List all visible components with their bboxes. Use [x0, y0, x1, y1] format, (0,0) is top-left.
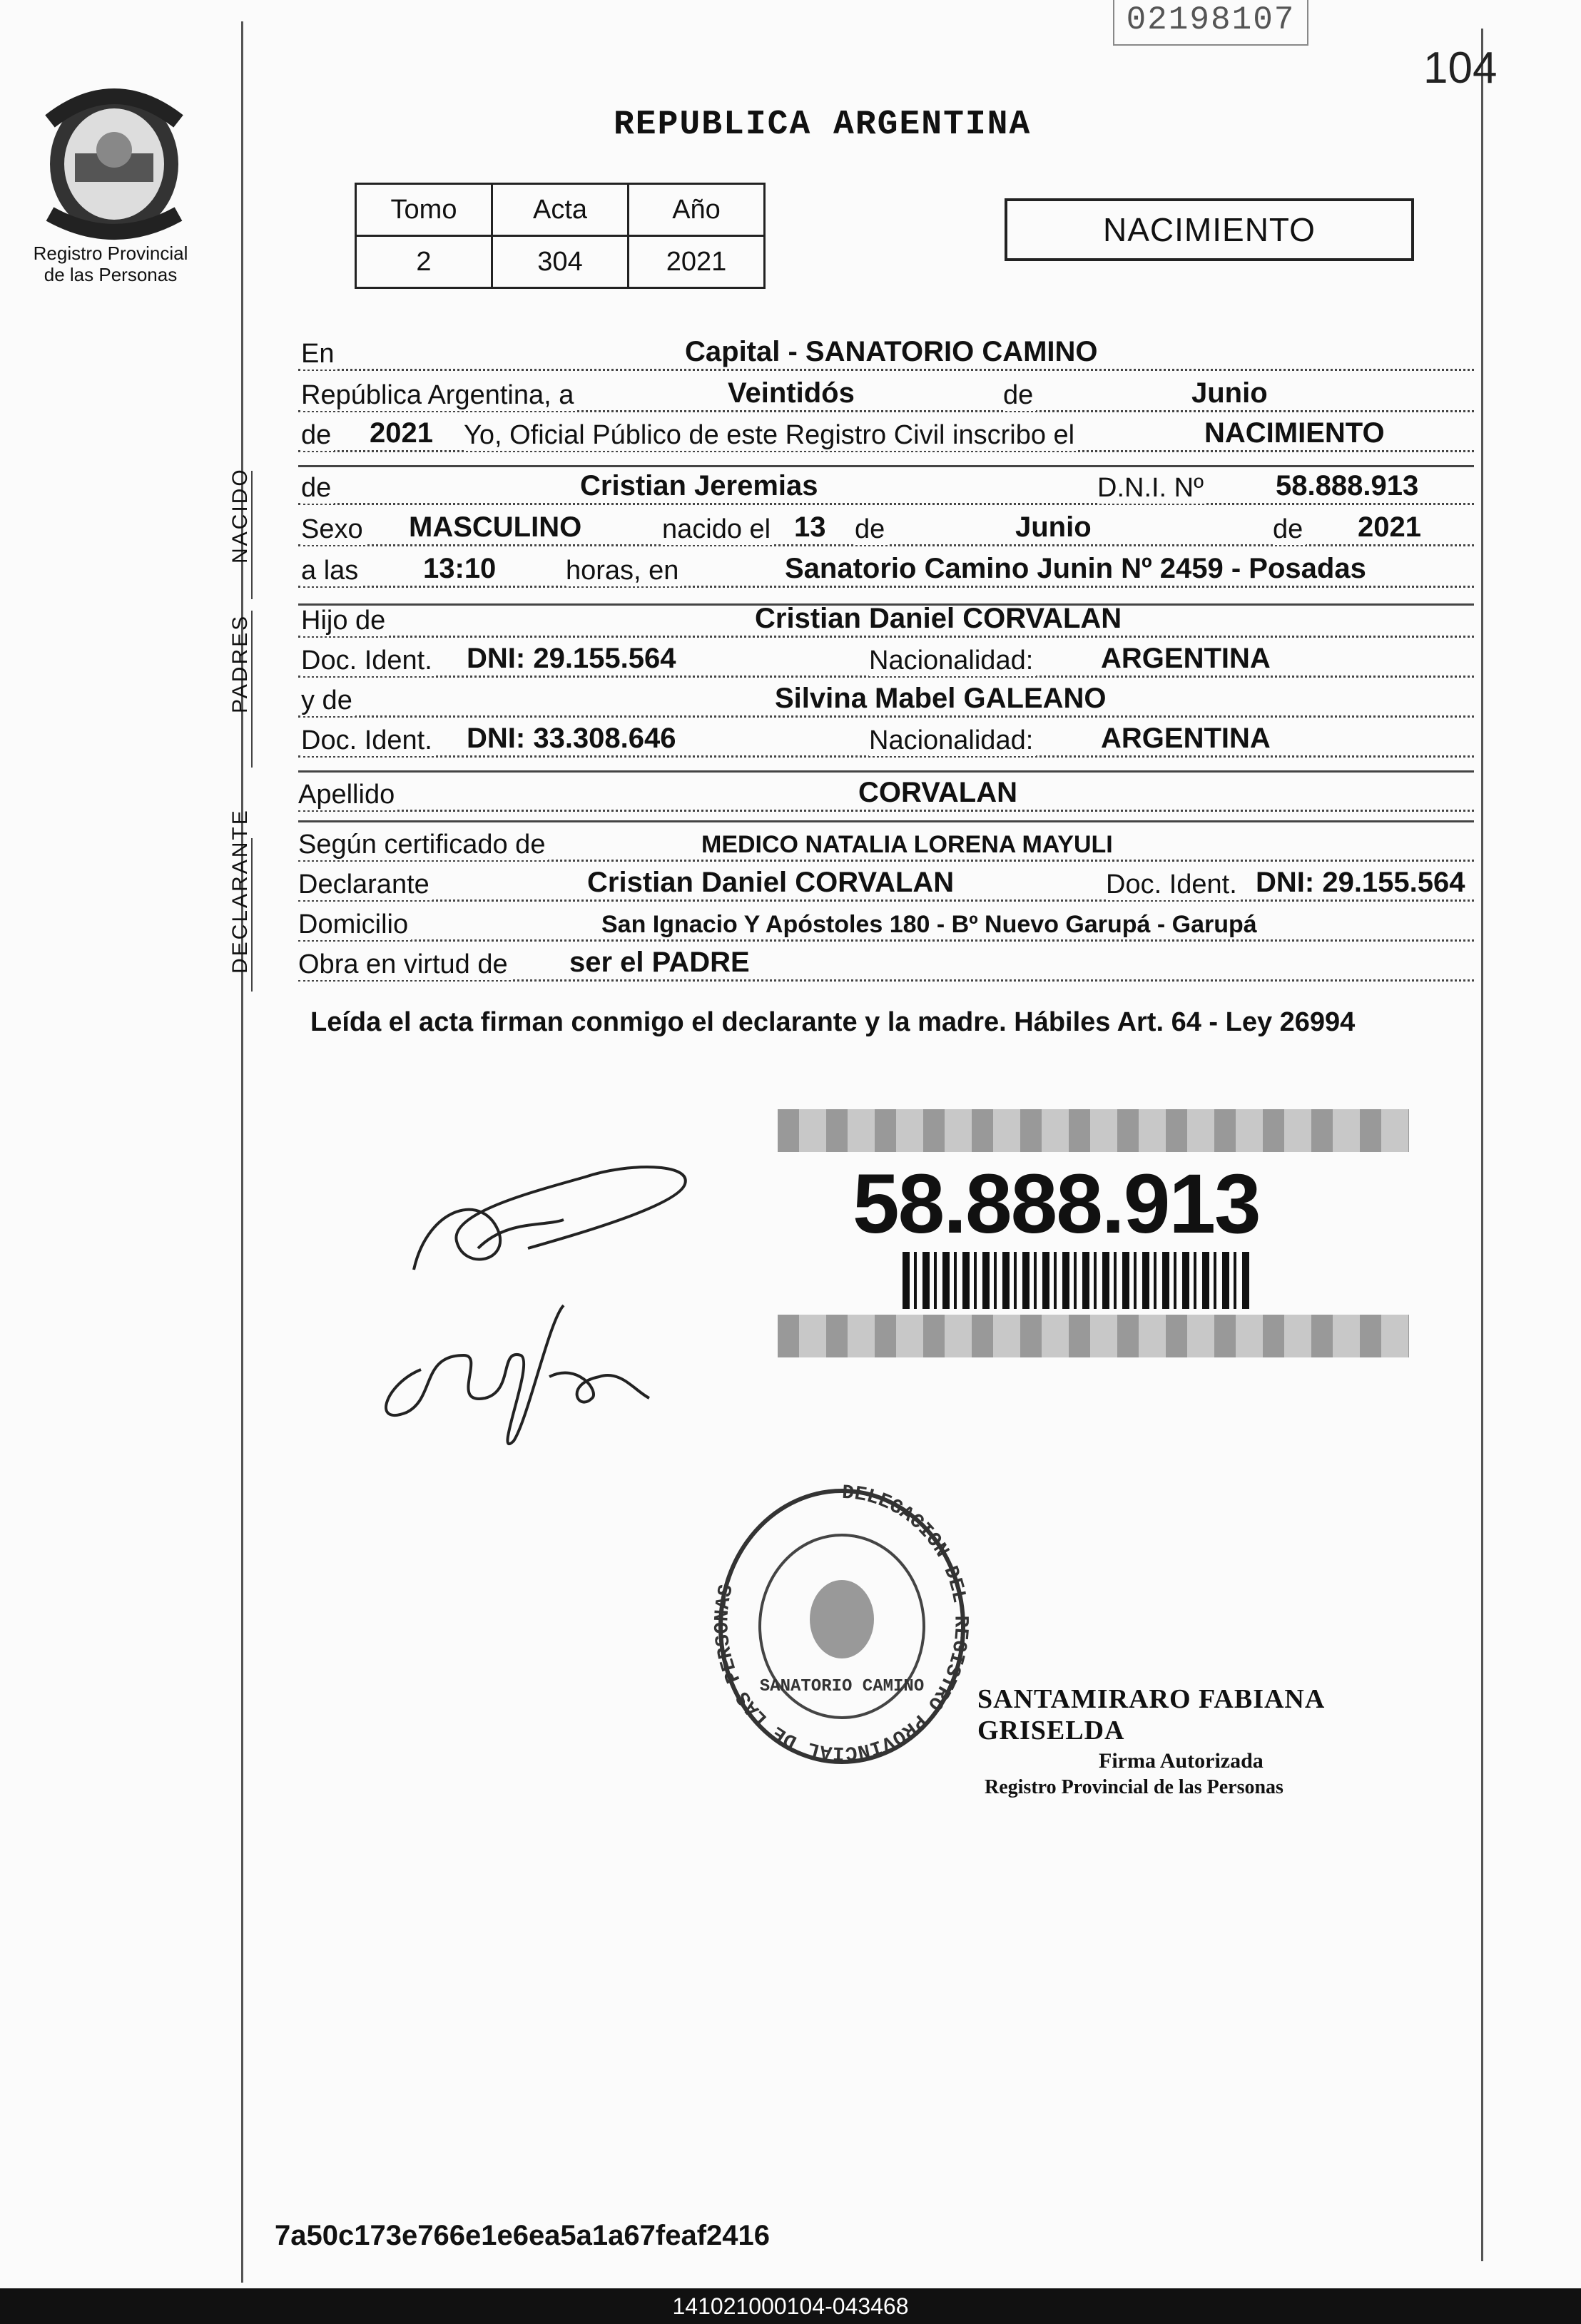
- header-anio: Año: [629, 184, 765, 236]
- footer-id: 141021000104-043468: [0, 2288, 1581, 2324]
- section-label-padres: PADRES: [228, 613, 252, 713]
- separator: [298, 465, 1474, 467]
- section-label-nacido: NACIDO: [228, 467, 252, 564]
- row-sexo: Sexo MASCULINO nacido el 13 de Junio de 2021: [298, 512, 1474, 551]
- mother-name: Silvina Mabel GALEANO: [775, 683, 1107, 714]
- year-value: 2021: [370, 417, 433, 449]
- place-value: Capital - SANATORIO CAMINO: [685, 336, 1098, 367]
- act-type-box: NACIMIENTO: [1005, 198, 1414, 261]
- mother-signature: [364, 1277, 671, 1455]
- dni-barcode: [903, 1252, 1252, 1309]
- separator: [298, 820, 1474, 822]
- value-acta: 304: [492, 236, 629, 288]
- separator: [298, 770, 1474, 773]
- value-tomo: 2: [356, 236, 492, 288]
- dni-label-number: 58.888.913: [853, 1157, 1260, 1251]
- authorized-name: SANTAMIRARO FABIANA GRISELDA: [977, 1684, 1324, 1745]
- svg-text:DELEGACION DEL REGISTRO PROVIN: DELEGACION DEL REGISTRO PROVINCIAL DE LAS PERSONAS: [711, 1482, 972, 1764]
- page-title: REPUBLICA ARGENTINA: [614, 106, 1032, 144]
- serial-number: 02198107: [1113, 0, 1308, 46]
- row-padre-doc: Doc. Ident. DNI: 29.155.564 Nacionalidad: ARGENTINA: [298, 643, 1474, 682]
- row-fecha: República Argentina, a Veintidós de Junio: [298, 378, 1474, 417]
- father-nationality: ARGENTINA: [1101, 643, 1271, 674]
- header-acta: Acta: [492, 184, 629, 236]
- birth-month: Junio: [1015, 511, 1092, 543]
- row-padre: Hijo de Cristian Daniel CORVALAN: [298, 603, 1474, 642]
- document-hash: 7a50c173e766e1e6ea5a1a67feaf2416: [275, 2220, 771, 2251]
- capacity-value: ser el PADRE: [569, 947, 750, 978]
- row-domicilio: Domicilio San Ignacio Y Apóstoles 180 - Bº Nuevo Garupá - Garupá: [298, 907, 1474, 946]
- father-doc: DNI: 29.155.564: [467, 643, 676, 674]
- day-value: Veintidós: [728, 377, 855, 409]
- section-label-declarante: DECLARANTE: [228, 808, 252, 974]
- row-apellido: Apellido CORVALAN: [298, 778, 1474, 816]
- row-inscribo: de 2021 Yo, Oficial Público de este Registro Civil inscribo el NACIMIENTO: [298, 418, 1474, 457]
- dni-label-band-bottom: [778, 1315, 1409, 1357]
- birth-day: 13: [794, 511, 826, 543]
- row-declarante: Declarante Cristian Daniel CORVALAN Doc. Ident. DNI: 29.155.564: [298, 867, 1474, 906]
- address-value: San Ignacio Y Apóstoles 180 - Bº Nuevo Garupá - Garupá: [601, 911, 1257, 938]
- dni-label-band-top: [778, 1109, 1409, 1152]
- inscribed-type: NACIMIENTO: [1204, 417, 1385, 449]
- birth-year: 2021: [1358, 511, 1421, 543]
- month-value: Junio: [1191, 377, 1268, 409]
- authorized-office: Registro Provincial de las Personas: [985, 1776, 1283, 1798]
- province-seal-logo: [36, 71, 193, 243]
- row-madre: y de Silvina Mabel GALEANO: [298, 683, 1474, 722]
- row-certificado: Según certificado de MEDICO NATALIA LORENA MAYULI: [298, 827, 1474, 866]
- birth-time: 13:10: [423, 553, 497, 584]
- row-en: En Capital - SANATORIO CAMINO: [298, 337, 1474, 375]
- registry-table: [355, 183, 766, 289]
- value-anio: 2021: [629, 236, 765, 288]
- declarant-doc: DNI: 29.155.564: [1256, 867, 1465, 898]
- authorized-role: Firma Autorizada: [1099, 1749, 1264, 1773]
- child-dni: 58.888.913: [1276, 470, 1419, 501]
- right-margin-line: [1481, 29, 1483, 2261]
- row-obra: Obra en virtud de ser el PADRE: [298, 947, 1474, 986]
- header-tomo: Tomo: [356, 184, 492, 236]
- mother-nationality: ARGENTINA: [1101, 723, 1271, 754]
- row-hora: a las 13:10 horas, en Sanatorio Camino Junin Nº 2459 - Posadas: [298, 554, 1474, 592]
- left-margin-line: [241, 21, 243, 2283]
- declarant-name: Cristian Daniel CORVALAN: [587, 867, 955, 898]
- row-madre-doc: Doc. Ident. DNI: 33.308.646 Nacionalidad: ARGENTINA: [298, 723, 1474, 762]
- row-nombre: de Cristian Jeremias D.N.I. Nº 58.888.913: [298, 471, 1474, 509]
- authorized-signature-block: [977, 1683, 1348, 1799]
- registry-stamp: [706, 1477, 977, 1776]
- sex-value: MASCULINO: [409, 511, 582, 543]
- child-name: Cristian Jeremias: [580, 470, 818, 501]
- father-name: Cristian Daniel CORVALAN: [755, 603, 1122, 634]
- logo-caption: Registro Provincial de las Personas: [33, 243, 188, 285]
- declarant-signature: [400, 1148, 699, 1291]
- page-number: 104: [1423, 44, 1498, 93]
- birth-place: Sanatorio Camino Junin Nº 2459 - Posadas: [785, 553, 1366, 584]
- certificate-value: MEDICO NATALIA LORENA MAYULI: [701, 831, 1113, 858]
- mother-doc: DNI: 33.308.646: [467, 723, 676, 754]
- closing-note: Leída el acta firman conmigo el declarante y la madre. Hábiles Art. 64 - Ley 26994: [310, 1007, 1356, 1037]
- surname-value: CORVALAN: [858, 777, 1017, 808]
- svg-text:SANATORIO CAMINO: SANATORIO CAMINO: [759, 1677, 925, 1696]
